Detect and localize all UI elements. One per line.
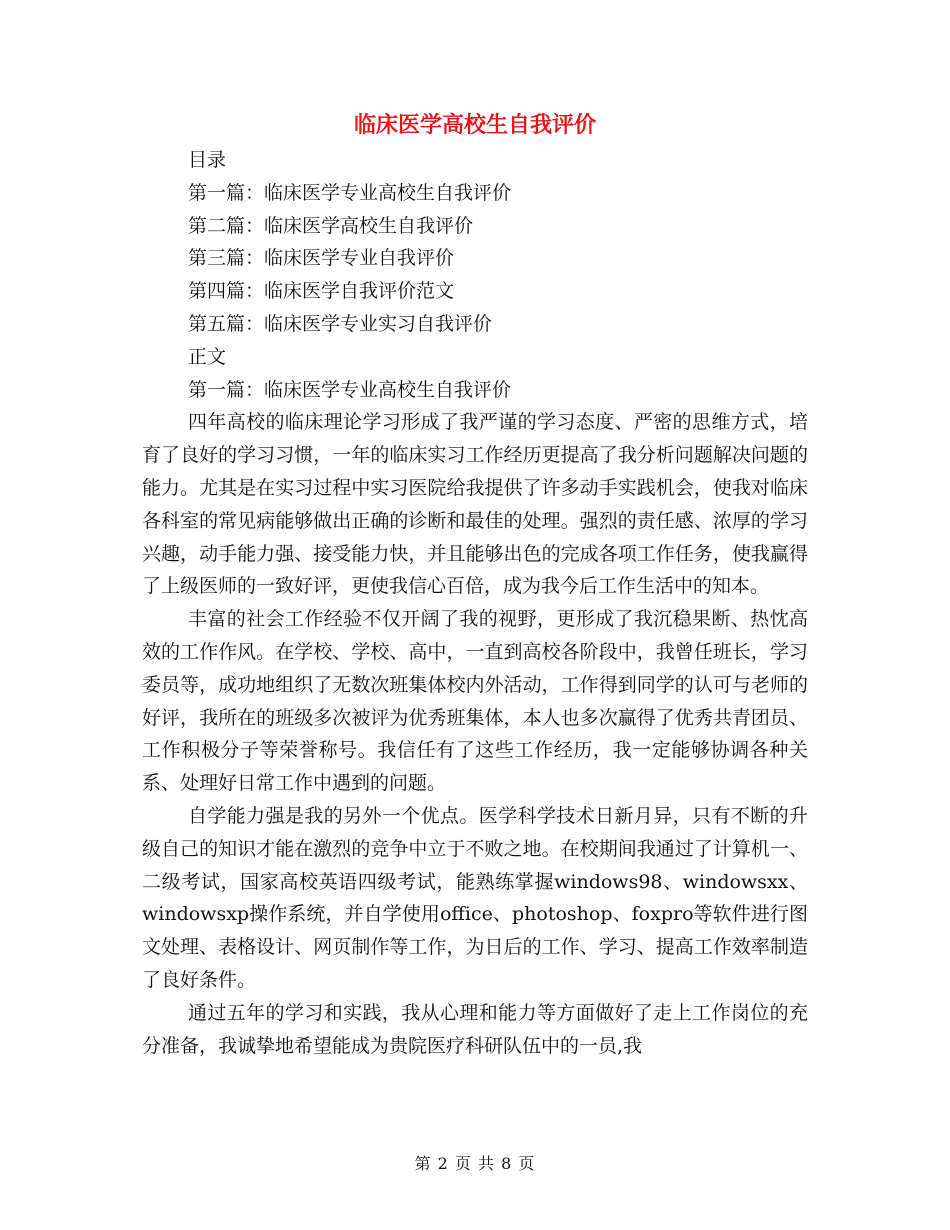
paragraph: 自学能力强是我的另外一个优点。医学科学技术日新月异，只有不断的升级自己的知识才能在激烈的竞争中立于不败之地。在校期间我通过了计算机一、二级考试，国家高校英语四级考试，能熟练掌握windows98、windowsxx、windowsxp操作系统，并自学使用office、photoshop、foxpro等软件进行图文处理、表格设计、网页制作等工作，为日后的工作、学习、提高工作效率制造了良好条件。 [142, 804, 808, 991]
body-heading: 正文 [188, 345, 227, 368]
document-body [142, 144, 808, 1062]
page-footer: 第 2 页 共 8 页 [414, 1154, 536, 1173]
paragraph: 通过五年的学习和实践，我从心理和能力等方面做好了走上工作岗位的充分准备，我诚挚地希望能成为贵院医疗科研队伍中的一员,我 [142, 1001, 808, 1057]
toc-item: 第二篇：临床医学高校生自我评价 [188, 214, 474, 237]
toc-item: 第五篇：临床医学专业实习自我评价 [188, 312, 493, 335]
paragraph: 四年高校的临床理论学习形成了我严谨的学习态度、严密的思维方式，培育了良好的学习习惯，一年的临床实习工作经历更提高了我分析问题解决问题的能力。尤其是在实习过程中实习医院给我提供了许多动手实践机会，使我对临床各科室的常见病能够做出正确的诊断和最佳的处理。强烈的责任感、浓厚的学习兴趣，动手能力强、接受能力快，并且能够出色的完成各项工作任务，使我赢得了上级医师的一致好评，更使我信心百倍，成为我今后工作生活中的知本。 [142, 411, 808, 598]
toc-item: 第三篇：临床医学专业自我评价 [188, 247, 455, 270]
document-title: 临床医学高校生自我评价 [353, 113, 596, 138]
toc-item: 第四篇：临床医学自我评价范文 [188, 280, 455, 303]
toc-item: 第一篇：临床医学专业高校生自我评价 [188, 181, 512, 204]
section-title: 第一篇：临床医学专业高校生自我评价 [188, 378, 512, 401]
toc-heading: 目录 [188, 149, 227, 171]
paragraph: 丰富的社会工作经验不仅开阔了我的视野，更形成了我沉稳果断、热忱高效的工作作风。在学校、学校、高中，一直到高校各阶段中，我曾任班长，学习委员等，成功地组织了无数次班集体校内外活动，工作得到同学的认可与老师的好评，我所在的班级多次被评为优秀班集体，本人也多次赢得了优秀共青团员、工作积极分子等荣誉称号。我信任有了这些工作经历，我一定能够协调各种关系、处理好日常工作中遇到的问题。 [142, 608, 808, 795]
